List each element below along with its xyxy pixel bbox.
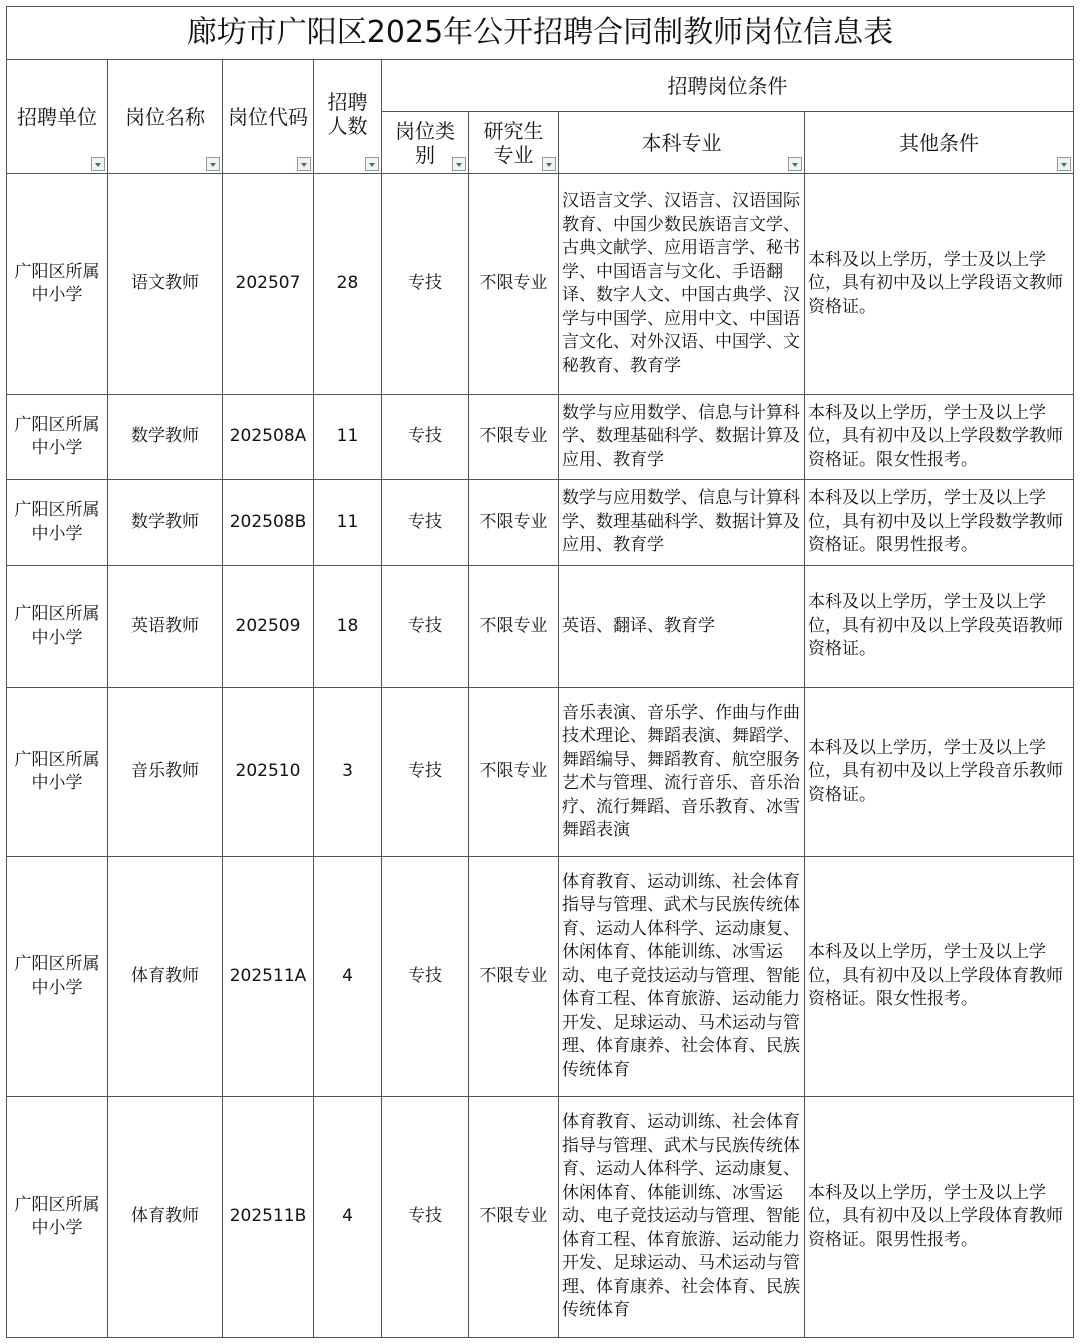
header-grad-major <box>469 112 559 174</box>
cell-position: 音乐教师 <box>108 688 223 857</box>
cell-count: 4 <box>314 857 382 1097</box>
cell-code: 202508A <box>223 395 314 480</box>
cell-code: 202511A <box>223 857 314 1097</box>
filter-dropdown-icon[interactable] <box>788 157 802 171</box>
cell-position: 体育教师 <box>108 857 223 1097</box>
cell-count: 3 <box>314 688 382 857</box>
cell-other: 本科及以上学历，学士及以上学位，具有初中及以上学段音乐教师资格证。 <box>805 688 1074 857</box>
recruitment-table <box>6 6 1074 1338</box>
cell-other: 本科及以上学历，学士及以上学位，具有初中及以上学段体育教师资格证。限男性报考。 <box>805 1097 1074 1338</box>
cell-unit: 广阳区所属中小学 <box>6 566 108 688</box>
cell-position: 语文教师 <box>108 174 223 395</box>
cell-other: 本科及以上学历，学士及以上学位，具有初中及以上学段英语教师资格证。 <box>805 566 1074 688</box>
cell-code: 202509 <box>223 566 314 688</box>
cell-other: 本科及以上学历，学士及以上学位，具有初中及以上学段体育教师资格证。限女性报考。 <box>805 857 1074 1097</box>
filter-dropdown-icon[interactable] <box>297 157 311 171</box>
cell-category: 专技 <box>382 857 469 1097</box>
table-title: 廊坊市广阳区2025年公开招聘合同制教师岗位信息表 <box>6 6 1074 60</box>
cell-code: 202508B <box>223 480 314 566</box>
cell-grad-major: 不限专业 <box>469 1097 559 1338</box>
cell-unit: 广阳区所属中小学 <box>6 395 108 480</box>
header-unit-label: 招聘单位 <box>17 104 97 129</box>
cell-code: 202511B <box>223 1097 314 1338</box>
cell-position: 英语教师 <box>108 566 223 688</box>
cell-other: 本科及以上学历，学士及以上学位，具有初中及以上学段语文教师资格证。 <box>805 174 1074 395</box>
filter-dropdown-icon[interactable] <box>365 157 379 171</box>
cell-grad-major: 不限专业 <box>469 566 559 688</box>
cell-undergrad-major: 数学与应用数学、信息与计算科学、数理基础科学、数据计算及应用、教育学 <box>559 480 805 566</box>
header-conditions-group: 招聘岗位条件 <box>382 60 1074 112</box>
header-count <box>314 60 382 174</box>
cell-category: 专技 <box>382 174 469 395</box>
header-unit <box>6 60 108 174</box>
filter-dropdown-icon[interactable] <box>91 157 105 171</box>
cell-category: 专技 <box>382 395 469 480</box>
cell-category: 专技 <box>382 688 469 857</box>
header-count-label: 招聘人数 <box>327 90 368 138</box>
cell-position: 体育教师 <box>108 1097 223 1338</box>
header-position-label: 岗位名称 <box>125 104 205 129</box>
header-code <box>223 60 314 174</box>
cell-grad-major: 不限专业 <box>469 688 559 857</box>
cell-unit: 广阳区所属中小学 <box>6 480 108 566</box>
header-other-label: 其他条件 <box>899 130 979 155</box>
cell-undergrad-major: 音乐表演、音乐学、作曲与作曲技术理论、舞蹈表演、舞蹈学、舞蹈编导、舞蹈教育、航空服务艺术与管理、流行音乐、音乐治疗、流行舞蹈、音乐教育、冰雪舞蹈表演 <box>559 688 805 857</box>
filter-dropdown-icon[interactable] <box>206 157 220 171</box>
header-grad-major-label: 研究生专业 <box>483 118 544 167</box>
cell-undergrad-major: 体育教育、运动训练、社会体育指导与管理、武术与民族传统体育、运动人体科学、运动康复、休闲体育、体能训练、冰雪运动、电子竞技运动与管理、智能体育工程、体育旅游、运动能力开发、足球运动、马术运动与管理、体育康养、社会体育、民族传统体育 <box>559 1097 805 1338</box>
header-other <box>805 112 1074 174</box>
cell-undergrad-major: 英语、翻译、教育学 <box>559 566 805 688</box>
cell-position: 数学教师 <box>108 480 223 566</box>
cell-grad-major: 不限专业 <box>469 174 559 395</box>
header-category <box>382 112 469 174</box>
header-undergrad-major-label: 本科专业 <box>641 130 722 155</box>
cell-grad-major: 不限专业 <box>469 857 559 1097</box>
cell-unit: 广阳区所属中小学 <box>6 857 108 1097</box>
cell-count: 28 <box>314 174 382 395</box>
cell-category: 专技 <box>382 1097 469 1338</box>
cell-category: 专技 <box>382 566 469 688</box>
header-position <box>108 60 223 174</box>
cell-code: 202507 <box>223 174 314 395</box>
cell-grad-major: 不限专业 <box>469 480 559 566</box>
cell-count: 11 <box>314 480 382 566</box>
filter-dropdown-icon[interactable] <box>452 157 466 171</box>
cell-undergrad-major: 汉语言文学、汉语言、汉语国际教育、中国少数民族语言文学、古典文献学、应用语言学、秘书学、中国语言与文化、手语翻译、数字人文、中国古典学、汉学与中国学、应用中文、中国语言文化、对外汉语、中国学、文秘教育、教育学 <box>559 174 805 395</box>
cell-unit: 广阳区所属中小学 <box>6 688 108 857</box>
header-undergrad-major <box>559 112 805 174</box>
filter-dropdown-icon[interactable] <box>1057 157 1071 171</box>
cell-category: 专技 <box>382 480 469 566</box>
cell-position: 数学教师 <box>108 395 223 480</box>
cell-code: 202510 <box>223 688 314 857</box>
cell-unit: 广阳区所属中小学 <box>6 1097 108 1338</box>
filter-dropdown-icon[interactable] <box>542 157 556 171</box>
header-code-label: 岗位代码 <box>228 104 308 129</box>
header-category-label: 岗位类别 <box>395 118 455 167</box>
cell-other: 本科及以上学历，学士及以上学位，具有初中及以上学段数学教师资格证。限女性报考。 <box>805 395 1074 480</box>
cell-count: 18 <box>314 566 382 688</box>
cell-undergrad-major: 数学与应用数学、信息与计算科学、数理基础科学、数据计算及应用、教育学 <box>559 395 805 480</box>
cell-other: 本科及以上学历，学士及以上学位，具有初中及以上学段数学教师资格证。限男性报考。 <box>805 480 1074 566</box>
cell-count: 4 <box>314 1097 382 1338</box>
cell-count: 11 <box>314 395 382 480</box>
cell-undergrad-major: 体育教育、运动训练、社会体育指导与管理、武术与民族传统体育、运动人体科学、运动康复、休闲体育、体能训练、冰雪运动、电子竞技运动与管理、智能体育工程、体育旅游、运动能力开发、足球运动、马术运动与管理、体育康养、社会体育、民族传统体育 <box>559 857 805 1097</box>
cell-unit: 广阳区所属中小学 <box>6 174 108 395</box>
cell-grad-major: 不限专业 <box>469 395 559 480</box>
